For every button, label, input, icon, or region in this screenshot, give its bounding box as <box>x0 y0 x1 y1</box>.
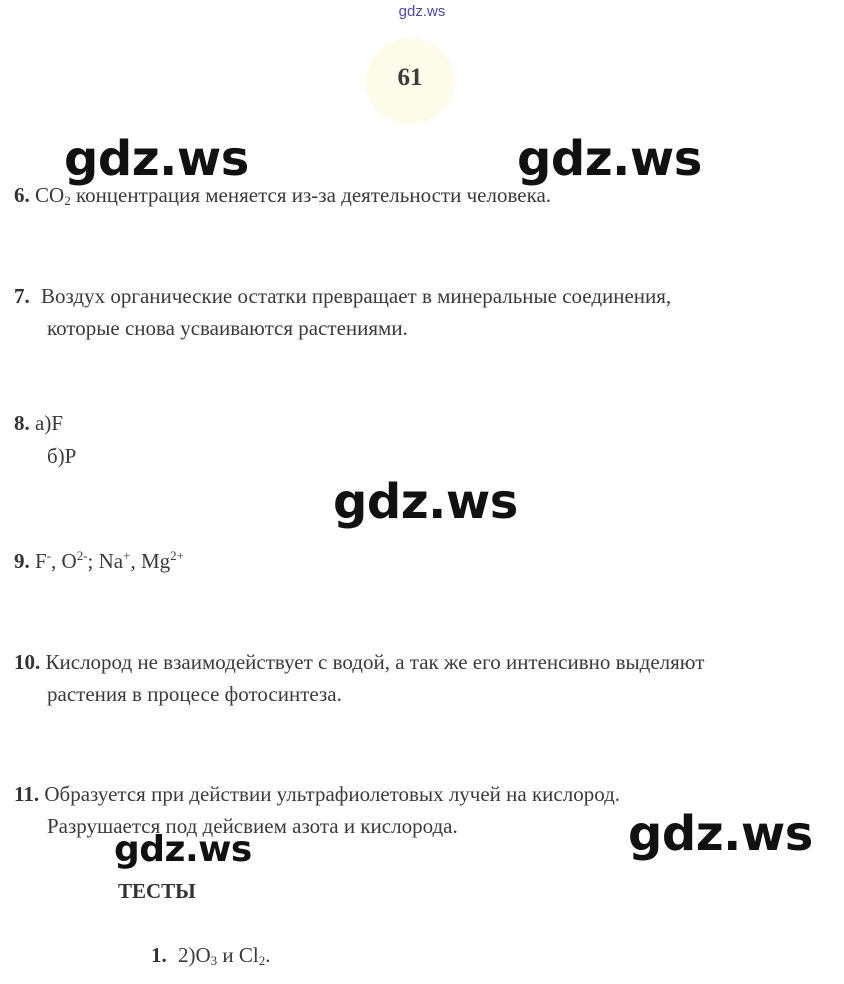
answer-11 <box>14 782 620 807</box>
answer-7 <box>14 284 671 309</box>
watermark-2: gdz.ws <box>517 131 702 187</box>
answer-8 <box>14 411 63 436</box>
answer-9-ions: F-, $O^{2-}$; Na+, $Mg^{2+}$ <box>35 548 185 573</box>
answer-10-number: 10. <box>14 650 41 674</box>
page-number: 61 <box>397 64 423 91</box>
answer-8-line-2: б)P <box>47 444 77 468</box>
answer-9-number: 9. <box>14 549 30 573</box>
test-item-1-answer: $2)O_3$ и $Cl_2$. <box>178 943 271 968</box>
test-item-1-number: 1. <box>151 943 167 967</box>
answer-7-line-1: Воздух органические остатки превращает в минеральные соединения, <box>41 284 672 308</box>
watermark-3: gdz.ws <box>333 474 518 530</box>
test-item-1 <box>151 943 271 969</box>
answer-6-number: 6. <box>14 183 30 207</box>
answer-9 <box>14 548 184 574</box>
site-watermark-header: gdz.ws <box>398 3 446 20</box>
answer-10-line-1: Кислород не взаимодействует с водой, а так же его интенсивно выделяют <box>45 650 705 674</box>
answer-7-number: 7. <box>14 284 30 308</box>
watermark-4: gdz.ws <box>628 806 813 862</box>
watermark-1: gdz.ws <box>64 131 249 187</box>
answer-11-line-2: Разрушается под дейсвием азота и кислорода. <box>47 814 458 838</box>
answer-11-line-1: Образуется при действии ультрафиолетовых лучей на кислород. <box>44 782 621 806</box>
answer-11-number: 11. <box>14 782 40 806</box>
answer-7-line-2: которые снова усваиваются растениями. <box>47 316 408 340</box>
answer-10 <box>14 650 704 675</box>
answer-10-line-2: растения в процесе фотосинтеза. <box>47 682 342 706</box>
tests-heading: ТЕСТЫ <box>118 879 196 903</box>
answer-8-line-1: а)F <box>35 411 63 435</box>
watermark-5: gdz.ws <box>114 829 252 870</box>
answer-6-text: $CO_2$ концентрация меняется из-за деятельности человека. <box>35 183 552 208</box>
answer-8-number: 8. <box>14 411 30 435</box>
